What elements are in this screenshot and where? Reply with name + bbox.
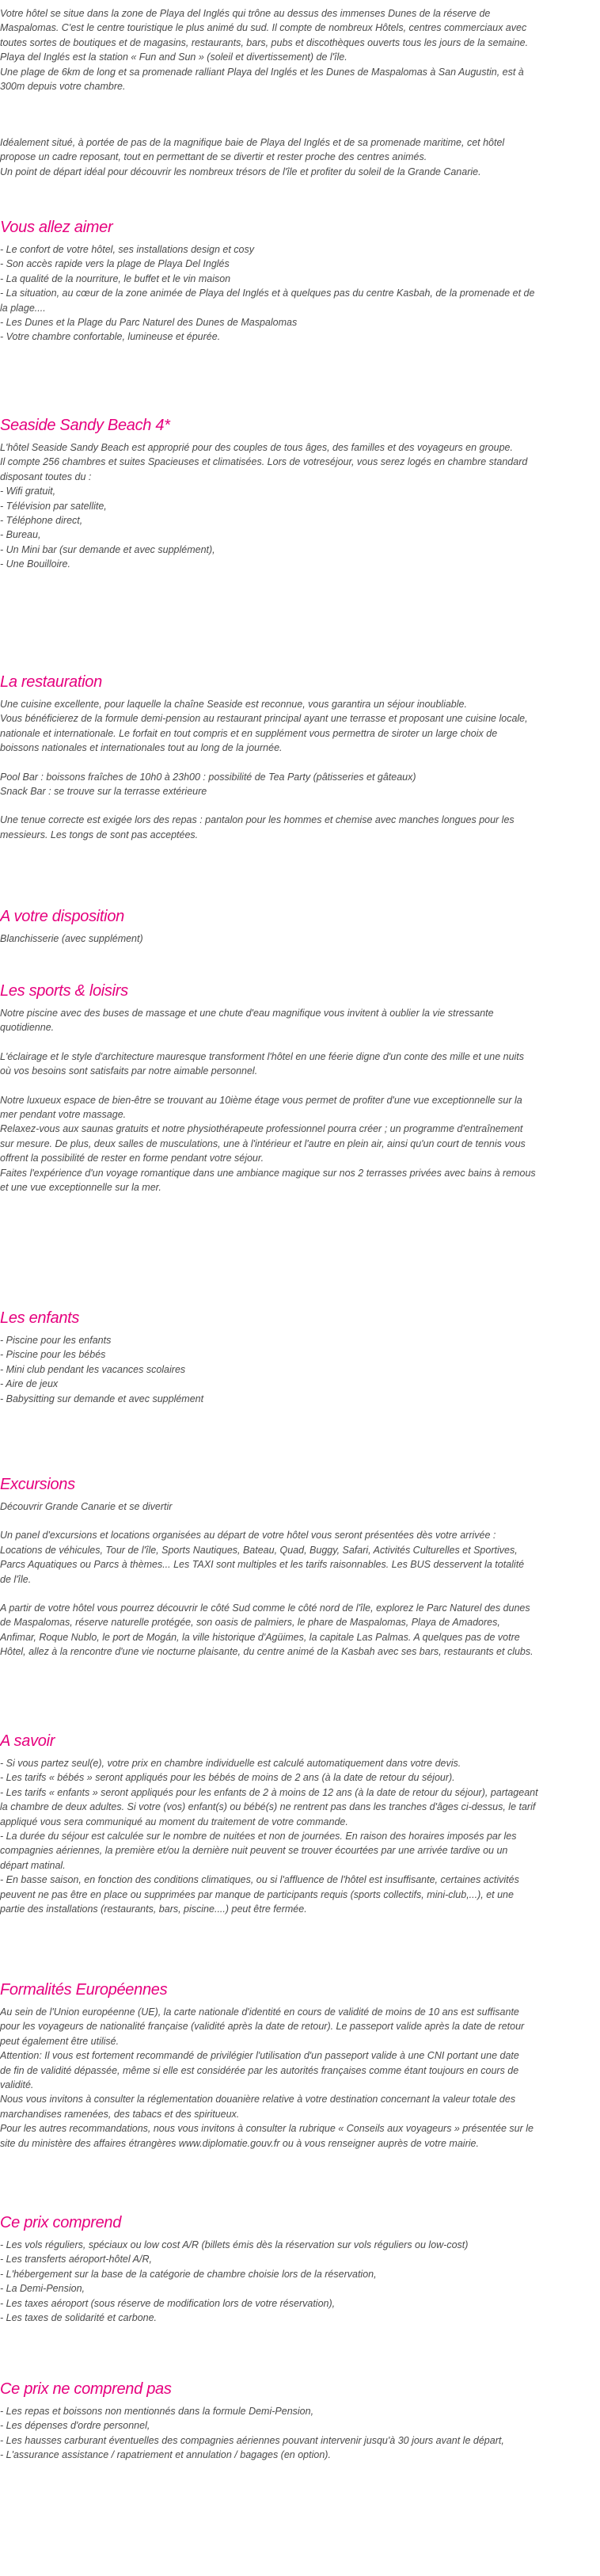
section-list	[0, 1756, 594, 1916]
text-line: de l'île.	[0, 1573, 32, 1585]
section-title: Seaside Sandy Beach 4*	[0, 417, 170, 434]
intro-paragraph-2	[0, 135, 594, 179]
text-line: Au sein de l'Union européenne (UE), la carte nationale d'identité en cours de validité de moins de 10 ans est suffisante	[0, 2006, 519, 2018]
text-line: - Votre chambre confortable, lumineuse et épurée.	[0, 331, 221, 343]
section-title: A votre disposition	[0, 908, 124, 925]
text-line: Playa del Inglés est la station « Fun and Sun » (soleil et divertissement) de l'île.	[0, 51, 347, 63]
text-line: - Wifi gratuit,	[0, 486, 56, 497]
text-line: peut également être utilisé.	[0, 2035, 120, 2047]
text-line: Votre hôtel se situe dans la zone de Playa del Inglés qui trône au dessus des immenses Dunes de la réserve de	[0, 8, 491, 19]
text-line: - Le confort de votre hôtel, ses installations design et cosy	[0, 244, 255, 255]
section-text	[0, 932, 594, 946]
section-text-2	[0, 1528, 594, 1587]
text-line: Maspalomas. C'est le centre touristique le plus animé du sud. Il compte de nombreux Hôtels, centres commerciaux avec	[0, 22, 527, 34]
text-line: quotidienne.	[0, 1022, 55, 1034]
text-line: - Télévision par satellite,	[0, 500, 107, 512]
section-text-2	[0, 770, 594, 799]
section-text	[0, 1499, 594, 1514]
text-line: - L'hébergement sur la base de la catégorie de chambre choisie lors de la réservation,	[0, 2268, 377, 2280]
text-line: où vos besoins sont satisfaits par notre aimable personnel.	[0, 1065, 258, 1077]
section-title: La restauration	[0, 673, 102, 691]
text-line: - Bureau,	[0, 529, 41, 541]
section-title: Les enfants	[0, 1309, 80, 1327]
section-disposition	[0, 907, 594, 946]
text-line: - Les hausses carburant éventuelles des compagnies aériennes pouvant intervenir jusqu'à 30 jours avant le départ,	[0, 2434, 504, 2446]
text-line: - Les vols réguliers, spéciaux ou low cost A/R (billets émis dès la réservation sur vols réguliers ou low-cost)	[0, 2239, 469, 2250]
section-text-3	[0, 813, 594, 842]
section-title: Vous allez aimer	[0, 219, 113, 236]
section-title: Ce prix comprend	[0, 2214, 122, 2231]
text-line: - Un Mini bar (sur demande et avec supplément),	[0, 543, 215, 555]
text-line: Hôtel, allez à la rencontre d'une vie nocturne plaisante, du centre animé de la Kasbah avec ses bars, restaurants et clubs.	[0, 1646, 534, 1658]
text-line: propose un cadre reposant, tout en permettant de se divertir et rester proche des centres animés.	[0, 151, 427, 163]
section-title: A savoir	[0, 1732, 55, 1750]
text-line: - La durée du séjour est calculée sur le nombre de nuitées et non de journées. En raison des horaires imposés par les	[0, 1831, 517, 1842]
text-line: Locations de véhicules, Tour de l'île, Sports Nautiques, Bateau, Quad, Buggy, Safari, Activités Culturelles et Sportives,	[0, 1544, 518, 1556]
text-line: départ matinal.	[0, 1859, 66, 1871]
section-text-2	[0, 1050, 594, 1079]
text-line: Une cuisine excellente, pour laquelle la chaîne Seaside est reconnue, vous garantira un séjour inoubliable.	[0, 699, 467, 710]
text-line: - Les tarifs « bébés » seront appliqués pour les bébés de moins de 2 ans (à la date de retour du séjour).	[0, 1772, 455, 1784]
intro-paragraph	[0, 6, 594, 93]
section-list	[0, 1333, 594, 1406]
section-list	[0, 2404, 594, 2463]
text-line: Une tenue correcte est exigée lors des repas : pantalon pour les hommes et chemise avec manches longues pour les	[0, 814, 515, 826]
text-line: - Les Dunes et la Plage du Parc Naturel des Dunes de Maspalomas	[0, 317, 298, 329]
text-line: Pool Bar : boissons fraîches de 10h0 à 23h00 : possibilité de Tea Party (pâtisseries et gâteaux)	[0, 771, 416, 783]
text-line: Découvrir Grande Canarie et se divertir	[0, 1501, 173, 1512]
section-list	[0, 2238, 594, 2325]
text-line: Nous vous invitons à consulter la réglementation douanière relative à votre destination concernant la valeur totale des	[0, 2094, 516, 2105]
section-title: Ce prix ne comprend pas	[0, 2380, 172, 2398]
section-restauration	[0, 673, 594, 842]
text-line: L'hôtel Seaside Sandy Beach est approprié pour des couples de tous âges, des familles et des voyageurs en groupe.	[0, 442, 513, 453]
text-line: de fin de validité dépassée, même si elle est considérée par les autorités françaises comme étant toujours en cours de	[0, 2064, 519, 2076]
text-line: Parcs Aquatiques ou Parcs à thèmes... Les TAXI sont multiples et les tarifs raisonnables. Les BUS desservent la totalité	[0, 1559, 525, 1571]
text-line: la plage....	[0, 302, 46, 314]
text-line: - Les dépenses d'ordre personnel,	[0, 2420, 150, 2432]
section-excursions	[0, 1475, 594, 1660]
text-line: Un panel d'excursions et locations organisées au départ de votre hôtel vous seront présentées dès votre arrivée :	[0, 1530, 496, 1541]
text-line: Relaxez-vous aux saunas gratuits et notre physiothérapeute professionnel pourra créer ; un programme d'entraînement	[0, 1123, 523, 1135]
section-enfants	[0, 1309, 594, 1406]
text-line: de Maspalomas, réserve naturelle protégée, son oasis de palmiers, le phare de Maspalomas, Playa de Amadores,	[0, 1617, 500, 1629]
section-a-savoir	[0, 1732, 594, 1916]
text-line: et une vue exceptionnelle sur la mer.	[0, 1182, 161, 1194]
text-line: mer pendant votre massage.	[0, 1109, 127, 1121]
section-text-3	[0, 1093, 594, 1195]
section-text	[0, 697, 594, 756]
text-line: - Piscine pour les bébés	[0, 1349, 106, 1361]
text-line: Blanchisserie (avec supplément)	[0, 933, 143, 944]
section-title: Formalités Européennes	[0, 1981, 168, 1999]
text-line: - L'assurance assistance / rapatriement et annulation / bagages (en option).	[0, 2449, 331, 2461]
text-line: - En basse saison, en fonction des conditions climatiques, ou si l'affluence de l'hôtel est insuffisante, certaines activités	[0, 1874, 519, 1886]
text-line: - Aire de jeux	[0, 1378, 59, 1390]
text-line: peuvent ne pas être en place ou supprimées par manque de participants requis (sports collectifs, mini-club,...), et une	[0, 1888, 514, 1900]
text-line: boissons nationales et internationales tout au long de la journée.	[0, 742, 283, 754]
text-line: Anfimar, Roque Nublo, le port de Mogán, la ville historique d'Agüimes, la capitale Las Palmas. A quelques pas de votre	[0, 1631, 520, 1643]
text-line: - Téléphone direct,	[0, 515, 83, 527]
text-line: appliqué vous sera communiqué au moment du traitement de votre commande.	[0, 1816, 348, 1827]
text-line: - Son accès rapide vers la plage de Playa Del Inglés	[0, 258, 230, 270]
text-line: Notre piscine avec des buses de massage et une chute d'eau magnifique vous invitent à oublier la vie stressante	[0, 1008, 494, 1019]
text-line: L'éclairage et le style d'architecture mauresque transforment l'hôtel en une féerie digne d'un conte des mille et une nuits	[0, 1050, 525, 1062]
section-sports-loisirs	[0, 981, 594, 1195]
text-line: Notre luxueux espace de bien-être se trouvant au 10ième étage vous permet de profiter d'une vue exceptionnelle sur la	[0, 1094, 522, 1106]
section-title: Excursions	[0, 1476, 75, 1493]
text-line: Une plage de 6km de long et sa promenade ralliant Playa del Inglés et les Dunes de Maspalomas à San Augustin, est à	[0, 66, 524, 78]
text-line: - Une Bouilloire.	[0, 558, 70, 570]
text-line: la chambre de deux adultes. Si votre (vos) enfant(s) ou bébé(s) ne rentrent pas dans les tranches d'âges ci-dessus, le tarif	[0, 1801, 536, 1813]
text-line: - Babysitting sur demande et avec supplément	[0, 1393, 204, 1404]
section-text	[0, 440, 594, 572]
text-line: Vous bénéficierez de la formule demi-pension au restaurant principal ayant une terrasse et proposant une cuisine locale,	[0, 713, 528, 725]
text-line: 300m depuis votre chambre.	[0, 81, 126, 93]
text-line: Snack Bar : se trouve sur la terrasse extérieure	[0, 786, 207, 798]
text-line: Pour les autres recommandations, nous vous invitons à consulter la rubrique « Conseils aux voyageurs » présentée sur le	[0, 2123, 534, 2135]
text-line: - Si vous partez seul(e), votre prix en chambre individuelle est calculé automatiquement dans votre devis.	[0, 1758, 461, 1769]
text-line: - La situation, au cœur de la zone animée de Playa del Inglés et à quelques pas du centre Kasbah, de la promenade et de	[0, 288, 535, 299]
text-line: Un point de départ idéal pour découvrir les nombreux trésors de l'île et profiter du soleil de la Grande Canarie.	[0, 166, 481, 177]
text-line: disposant toutes du :	[0, 471, 92, 482]
text-line: - Piscine pour les enfants	[0, 1335, 112, 1346]
text-line: validité.	[0, 2079, 34, 2091]
text-line: - Mini club pendant les vacances scolaires	[0, 1363, 186, 1375]
text-line: compagnies aériennes, la première et/ou la dernière nuit peuvent se trouver écourtées par une arrivée tardive ou un	[0, 1845, 508, 1857]
text-line: toutes sortes de boutiques et de magasins, restaurants, bars, pubs et discothèques ouverts tous les jours de la semaine.	[0, 36, 529, 48]
section-text	[0, 1006, 594, 1035]
text-line: - Les taxes aéroport (sous réserve de modification lors de votre réservation),	[0, 2297, 336, 2309]
section-title: Les sports & loisirs	[0, 982, 128, 1000]
text-line: marchandises ramenées, des tabacs et des spiritueux.	[0, 2108, 240, 2120]
text-line: offrent la possibilité de rester en forme pendant votre séjour.	[0, 1153, 264, 1164]
section-prix-ne-comprend-pas	[0, 2380, 594, 2463]
section-text	[0, 2005, 594, 2151]
text-line: - Les taxes de solidarité et carbone.	[0, 2312, 158, 2324]
text-line: messieurs. Les tongs de sont pas acceptées.	[0, 829, 199, 840]
section-formalites	[0, 1980, 594, 2151]
section-prix-comprend	[0, 2213, 594, 2325]
text-line: Faites l'expérience d'un voyage romantique dans une ambiance magique sur nos 2 terrasses privées avec bains à remous	[0, 1167, 536, 1179]
text-line: pour les voyageurs de nationalité française (validité après la date de retour). Le passeport valide après la date de retour	[0, 2021, 525, 2033]
text-line: - La qualité de la nourriture, le buffet et le vin maison	[0, 272, 231, 284]
section-vous-allez-aimer	[0, 218, 594, 345]
text-line: Attention: Il vous est fortement recommandé de privilégier l'utilisation d'un passeport valide à une CNI portant une date	[0, 2050, 519, 2062]
text-line: sur mesure. De plus, deux salles de musculations, une à l'intérieur et l'autre en plein air, ainsi qu'un court de tennis vous	[0, 1137, 526, 1149]
text-line: - Les repas et boissons non mentionnés dans la formule Demi-Pension,	[0, 2406, 314, 2417]
text-line: Idéalement situé, à portée de pas de la magnifique baie de Playa del Inglés et de sa promenade maritime, cet hôtel	[0, 137, 505, 148]
text-line: - Les transferts aéroport-hôtel A/R,	[0, 2254, 152, 2265]
text-line: - La Demi-Pension,	[0, 2283, 85, 2295]
section-hotel	[0, 416, 594, 572]
section-list	[0, 242, 594, 345]
text-line: site du ministère des affaires étrangères www.diplomatie.gouv.fr ou à vous renseigner auprès de votre mairie.	[0, 2137, 479, 2149]
text-line: A partir de votre hôtel vous pourrez découvrir le côté Sud comme le côté nord de l'île, explorez le Parc Naturel des dunes	[0, 1602, 530, 1614]
text-line: - Les tarifs « enfants » seront appliqués pour les enfants de 2 à moins de 12 ans (à la date de retour du séjour), partageant	[0, 1786, 538, 1798]
text-line: Il compte 256 chambres et suites Spacieuses et climatisées. Lors de votreséjour, vous serez logés en chambre standard	[0, 456, 528, 468]
section-text-3	[0, 1601, 594, 1660]
text-line: nationale et internationale. Le forfait en tout compris et en supplément vous permettra de siroter un large choix de	[0, 727, 498, 739]
text-line: partie des installations (restaurants, bars, piscine....) peut être fermée.	[0, 1903, 307, 1915]
